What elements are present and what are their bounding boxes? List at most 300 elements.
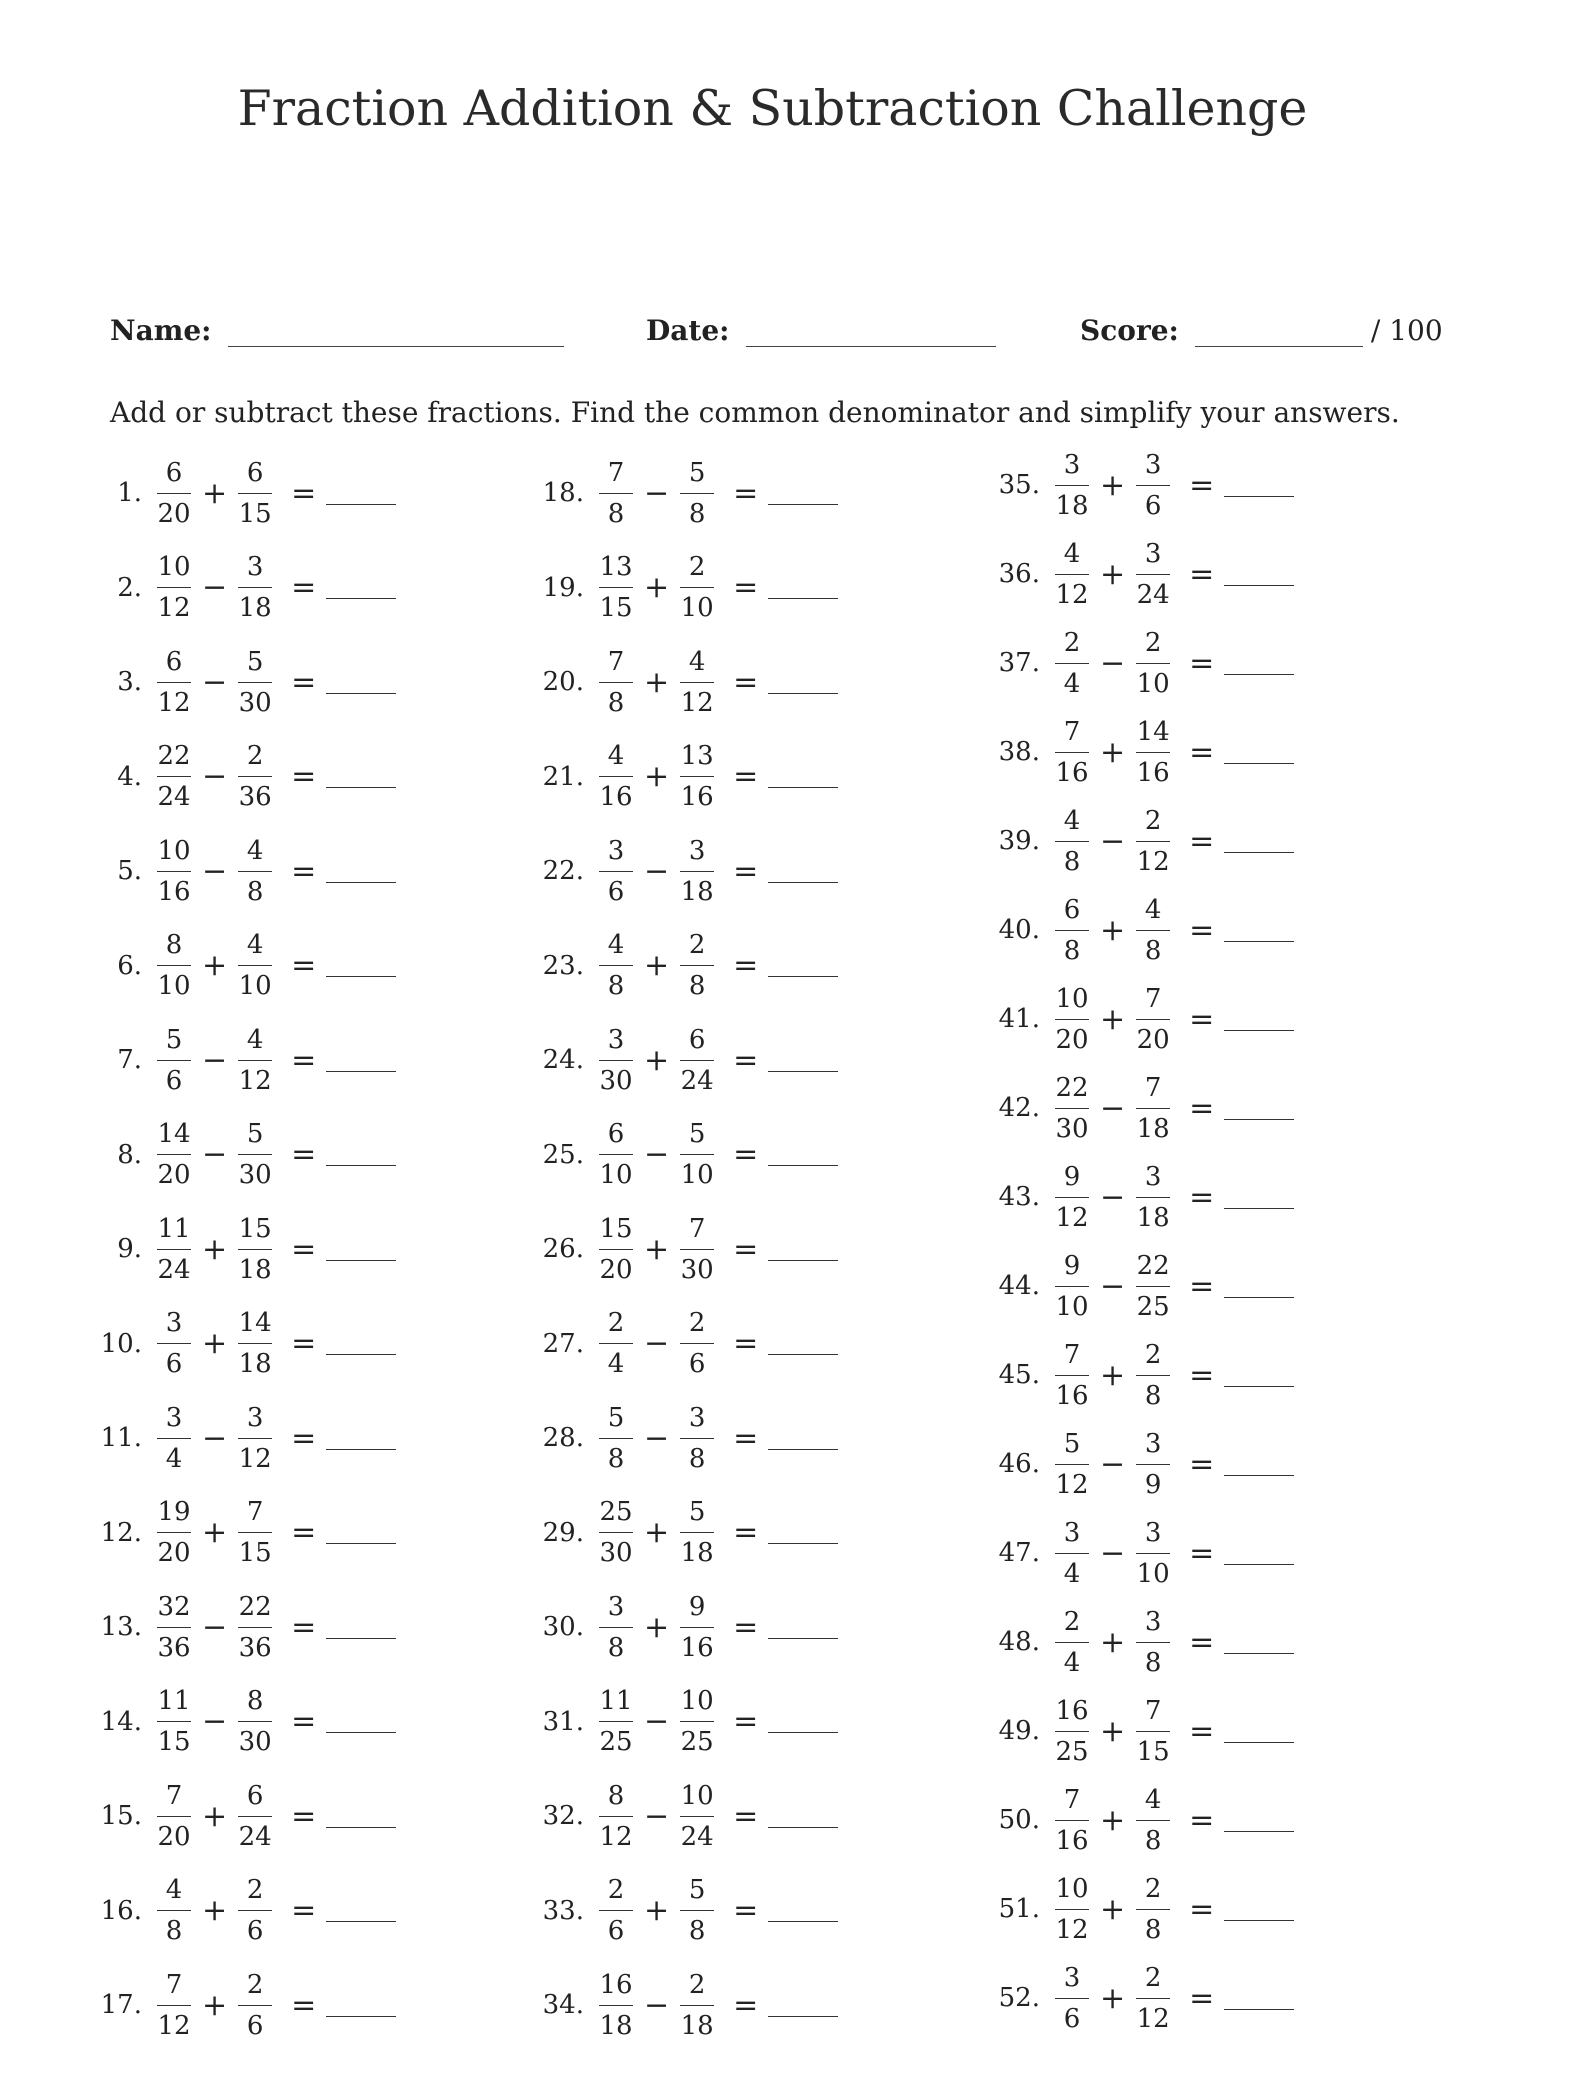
problem-item — [512, 826, 838, 916]
denominator: 30 — [1055, 1113, 1089, 1144]
equals-sign: = — [291, 1987, 317, 2023]
denominator: 10 — [1136, 668, 1170, 699]
operator: + — [644, 948, 670, 983]
problem-item — [70, 732, 396, 822]
denominator: 12 — [599, 1821, 633, 1852]
numerator: 10 — [157, 831, 191, 872]
answer-blank[interactable] — [326, 486, 396, 505]
numerator: 2 — [680, 925, 714, 966]
fraction — [233, 1587, 277, 1668]
equals-sign: = — [733, 1987, 759, 2023]
fraction — [594, 1114, 638, 1195]
numerator: 7 — [1055, 712, 1089, 753]
operator: + — [202, 1798, 228, 1834]
numerator: 10 — [680, 1681, 714, 1722]
numerator: 3 — [238, 1398, 272, 1439]
problem-number: 47. — [998, 1538, 1040, 1568]
answer-blank[interactable] — [1224, 1813, 1294, 1832]
denominator: 12 — [238, 1443, 272, 1474]
problem-item — [512, 921, 838, 1011]
fraction — [1131, 1068, 1175, 1149]
denominator: 12 — [238, 1065, 272, 1096]
answer-blank[interactable] — [768, 1903, 838, 1922]
fraction — [675, 1492, 719, 1573]
problem-item — [968, 1152, 1294, 1242]
denominator: 12 — [1055, 1914, 1089, 1945]
operator: + — [644, 570, 670, 605]
answer-blank[interactable] — [326, 1809, 396, 1828]
fraction — [1131, 1424, 1175, 1505]
denominator: 30 — [238, 1160, 272, 1190]
fraction — [594, 1870, 638, 1951]
problem-number: 24. — [542, 1045, 584, 1075]
denominator: 20 — [157, 1821, 191, 1852]
numerator: 2 — [238, 1870, 272, 1911]
operator: + — [202, 1987, 228, 2023]
answer-blank[interactable] — [1224, 1457, 1294, 1476]
equals-sign: = — [733, 1326, 759, 1361]
equals-sign: = — [733, 1893, 759, 1928]
operator: + — [1100, 556, 1126, 592]
denominator: 20 — [157, 1160, 191, 1190]
operator: + — [202, 475, 228, 511]
denominator: 20 — [599, 1254, 633, 1285]
denominator: 30 — [599, 1538, 633, 1568]
numerator: 6 — [157, 642, 191, 683]
denominator: 8 — [1144, 935, 1162, 966]
denominator: 9 — [1144, 1469, 1162, 1500]
numerator: 5 — [680, 453, 714, 494]
fraction — [594, 1020, 638, 1101]
operator: + — [1100, 1713, 1126, 1749]
fraction — [675, 642, 719, 723]
score-field[interactable] — [1080, 312, 1443, 347]
instructions: Add or subtract these fractions. Find the common denominator and simplify your answers. — [110, 396, 1400, 429]
operator: − — [1100, 1179, 1126, 1215]
denominator: 30 — [599, 1065, 633, 1096]
equals-sign: = — [733, 1609, 759, 1645]
denominator: 8 — [1063, 846, 1081, 877]
numerator: 3 — [157, 1303, 191, 1344]
denominator: 20 — [1136, 1024, 1170, 1055]
denominator: 18 — [238, 1349, 272, 1379]
problem-item — [512, 1866, 838, 1956]
fraction — [675, 736, 719, 817]
numerator: 15 — [238, 1209, 272, 1250]
numerator: 6 — [238, 1776, 272, 1817]
equals-sign: = — [1189, 556, 1215, 592]
numerator: 3 — [1136, 534, 1170, 575]
denominator: 18 — [680, 1538, 714, 1568]
numerator: 2 — [1136, 623, 1170, 664]
answer-blank[interactable] — [768, 1998, 838, 2017]
equals-sign: = — [291, 1704, 317, 1739]
problem-number: 7. — [117, 1045, 142, 1075]
numerator: 3 — [1136, 1602, 1170, 1643]
answer-blank[interactable] — [1224, 1368, 1294, 1387]
denominator: 8 — [607, 498, 625, 529]
equals-sign: = — [291, 475, 317, 511]
equals-sign: = — [1189, 1980, 1215, 2016]
problem-item — [968, 529, 1294, 619]
problem-number: 18. — [542, 478, 584, 508]
date-field[interactable] — [646, 312, 996, 347]
numerator: 6 — [157, 453, 191, 494]
answer-blank[interactable] — [326, 675, 396, 694]
denominator: 30 — [238, 687, 272, 718]
fraction — [1050, 1335, 1094, 1416]
answer-blank[interactable] — [1224, 1012, 1294, 1031]
operator: + — [1100, 1357, 1126, 1393]
denominator: 24 — [157, 782, 191, 812]
operator: + — [644, 1515, 670, 1550]
equals-sign: = — [291, 1609, 317, 1645]
fraction — [1050, 445, 1094, 526]
answer-blank[interactable] — [1224, 1279, 1294, 1298]
fraction — [675, 1776, 719, 1857]
numerator: 7 — [680, 1209, 714, 1250]
denominator: 6 — [688, 1349, 706, 1379]
fraction — [152, 925, 196, 1006]
numerator: 3 — [599, 831, 633, 872]
operator: + — [1100, 734, 1126, 770]
denominator: 18 — [680, 2010, 714, 2041]
answer-blank[interactable] — [326, 958, 396, 977]
equals-sign: = — [1189, 645, 1215, 681]
problem-number: 12. — [100, 1517, 142, 1548]
answer-blank[interactable] — [1224, 1991, 1294, 2010]
problem-number: 45. — [998, 1360, 1040, 1390]
numerator: 2 — [1136, 1958, 1170, 1999]
operator: + — [202, 1326, 228, 1361]
equals-sign: = — [1189, 823, 1215, 859]
answer-blank[interactable] — [326, 1998, 396, 2017]
equals-sign: = — [291, 1326, 317, 1361]
operator: − — [1100, 645, 1126, 681]
answer-blank[interactable] — [326, 1714, 396, 1733]
denominator: 6 — [246, 1916, 264, 1946]
answer-blank[interactable] — [326, 1903, 396, 1922]
denominator: 8 — [688, 1443, 706, 1474]
numerator: 5 — [680, 1870, 714, 1911]
problem-item — [512, 732, 838, 822]
score-total: / 100 — [1370, 314, 1443, 347]
numerator: 3 — [599, 1587, 633, 1628]
denominator: 12 — [1136, 846, 1170, 877]
fraction — [594, 1587, 638, 1668]
fraction — [675, 547, 719, 628]
problem-number: 2. — [117, 572, 142, 603]
problem-item — [968, 974, 1294, 1064]
numerator: 16 — [1055, 1691, 1089, 1732]
fraction — [152, 1965, 196, 2046]
answer-blank[interactable] — [768, 1809, 838, 1828]
answer-blank[interactable] — [326, 580, 396, 599]
answer-blank[interactable] — [768, 1053, 838, 1072]
problem-item — [512, 448, 838, 538]
problem-number: 31. — [542, 1706, 584, 1737]
problem-number: 40. — [998, 915, 1040, 945]
denominator: 15 — [157, 1727, 191, 1757]
denominator: 24 — [680, 1821, 714, 1852]
answer-blank[interactable] — [326, 1053, 396, 1072]
numerator: 2 — [1136, 1869, 1170, 1910]
answer-blank[interactable] — [326, 769, 396, 788]
answer-blank[interactable] — [768, 769, 838, 788]
denominator: 20 — [157, 498, 191, 529]
fraction — [594, 1303, 638, 1384]
answer-blank[interactable] — [326, 1525, 396, 1544]
answer-blank[interactable] — [1224, 923, 1294, 942]
answer-blank[interactable] — [1224, 1902, 1294, 1921]
fraction — [1131, 712, 1175, 793]
numerator: 4 — [1055, 534, 1089, 575]
answer-blank[interactable] — [768, 1336, 838, 1355]
operator: + — [644, 1893, 670, 1928]
equals-sign: = — [291, 1231, 317, 1267]
fraction — [1131, 1246, 1175, 1327]
numerator: 15 — [599, 1209, 633, 1250]
numerator: 9 — [680, 1587, 714, 1628]
fraction — [152, 1209, 196, 1290]
equals-sign: = — [733, 1231, 759, 1267]
problem-item — [512, 1771, 838, 1861]
problem-item — [968, 1686, 1294, 1776]
operator: − — [202, 664, 228, 700]
denominator: 16 — [680, 1632, 714, 1663]
problem-item — [70, 1771, 396, 1861]
answer-blank[interactable] — [326, 864, 396, 883]
denominator: 8 — [1144, 1914, 1162, 1945]
fraction — [1131, 623, 1175, 704]
answer-blank[interactable] — [768, 486, 838, 505]
equals-sign: = — [291, 1893, 317, 1928]
numerator: 5 — [680, 1114, 714, 1155]
fraction — [1050, 1246, 1094, 1327]
denominator: 12 — [157, 593, 191, 623]
numerator: 8 — [157, 925, 191, 966]
equals-sign: = — [1189, 912, 1215, 948]
denominator: 10 — [680, 1160, 714, 1190]
fraction — [152, 1492, 196, 1573]
problem-item — [70, 1960, 396, 2050]
score-line[interactable] — [1195, 312, 1363, 347]
answer-blank[interactable] — [1224, 656, 1294, 675]
answer-blank[interactable] — [1224, 1635, 1294, 1654]
date-line[interactable] — [746, 312, 996, 347]
problem-number: 19. — [542, 572, 584, 603]
fraction — [152, 453, 196, 534]
denominator: 18 — [1136, 1202, 1170, 1233]
fraction — [1131, 1157, 1175, 1238]
fraction — [233, 1398, 277, 1479]
numerator: 3 — [157, 1398, 191, 1439]
problem-number: 14. — [100, 1706, 142, 1737]
numerator: 16 — [599, 1965, 633, 2006]
answer-blank[interactable] — [768, 1242, 838, 1261]
problem-item — [70, 826, 396, 916]
operator: + — [1100, 1891, 1126, 1927]
problem-number: 3. — [117, 667, 142, 697]
fraction — [233, 736, 277, 817]
numerator: 8 — [238, 1681, 272, 1722]
equals-sign: = — [1189, 1090, 1215, 1126]
answer-blank[interactable] — [768, 1714, 838, 1733]
equals-sign: = — [291, 1515, 317, 1550]
numerator: 5 — [599, 1398, 633, 1439]
fraction — [152, 1776, 196, 1857]
numerator: 13 — [599, 547, 633, 588]
fraction — [233, 1492, 277, 1573]
operator: − — [644, 1987, 670, 2023]
problem-item — [70, 1677, 396, 1767]
fraction — [233, 1209, 277, 1290]
problem-number: 37. — [998, 648, 1040, 678]
answer-blank[interactable] — [768, 958, 838, 977]
problem-number: 50. — [998, 1805, 1040, 1835]
numerator: 14 — [157, 1114, 191, 1155]
equals-sign: = — [291, 664, 317, 700]
fraction — [1131, 1513, 1175, 1594]
denominator: 8 — [607, 1632, 625, 1663]
denominator: 16 — [157, 876, 191, 907]
answer-blank[interactable] — [1224, 1190, 1294, 1209]
problem-item — [968, 1419, 1294, 1509]
answer-blank[interactable] — [768, 675, 838, 694]
operator: + — [644, 664, 670, 700]
denominator: 25 — [1136, 1291, 1170, 1322]
numerator: 10 — [1055, 1869, 1089, 1910]
problem-item — [70, 1204, 396, 1294]
denominator: 24 — [238, 1821, 272, 1852]
problem-number: 42. — [998, 1093, 1040, 1123]
date-label: Date: — [646, 314, 730, 347]
equals-sign: = — [733, 1704, 759, 1739]
fraction — [152, 547, 196, 628]
problem-item — [70, 1015, 396, 1105]
problem-number: 15. — [100, 1801, 142, 1831]
operator: − — [202, 1704, 228, 1739]
numerator: 2 — [599, 1303, 633, 1344]
fraction — [1050, 890, 1094, 971]
equals-sign: = — [733, 1137, 759, 1172]
fraction — [1050, 1780, 1094, 1861]
answer-blank[interactable] — [326, 1147, 396, 1166]
name-field[interactable] — [110, 312, 564, 347]
problem-number: 27. — [542, 1328, 584, 1359]
numerator: 4 — [238, 1020, 272, 1061]
numerator: 2 — [680, 1965, 714, 2006]
numerator: 4 — [1136, 1780, 1170, 1821]
problem-number: 38. — [998, 737, 1040, 767]
answer-blank[interactable] — [326, 1620, 396, 1639]
problem-number: 48. — [998, 1627, 1040, 1657]
denominator: 8 — [1144, 1380, 1162, 1411]
problem-number: 32. — [542, 1801, 584, 1831]
fraction — [675, 1020, 719, 1101]
name-line[interactable] — [228, 312, 564, 347]
numerator: 9 — [1055, 1246, 1089, 1287]
answer-blank[interactable] — [1224, 1101, 1294, 1120]
denominator: 16 — [1136, 757, 1170, 788]
answer-blank[interactable] — [1224, 478, 1294, 497]
fraction — [152, 1114, 196, 1195]
operator: − — [202, 570, 228, 605]
answer-blank[interactable] — [1224, 745, 1294, 764]
fraction — [233, 1965, 277, 2046]
problem-item — [968, 1597, 1294, 1687]
fraction — [152, 642, 196, 723]
denominator: 6 — [607, 1916, 625, 1946]
fraction — [1050, 1157, 1094, 1238]
numerator: 10 — [680, 1776, 714, 1817]
problem-item — [968, 618, 1294, 708]
problem-item — [70, 1110, 396, 1200]
numerator: 10 — [1055, 979, 1089, 1020]
equals-sign: = — [733, 475, 759, 511]
fraction — [1050, 1602, 1094, 1683]
answer-blank[interactable] — [326, 1336, 396, 1355]
numerator: 4 — [1136, 890, 1170, 931]
answer-blank[interactable] — [768, 1147, 838, 1166]
equals-sign: = — [1189, 1535, 1215, 1571]
problem-item — [70, 1299, 396, 1389]
problem-number: 26. — [542, 1234, 584, 1264]
operator: + — [644, 1609, 670, 1645]
answer-blank[interactable] — [768, 1525, 838, 1544]
fraction — [1131, 1602, 1175, 1683]
worksheet-title: Fraction Addition & Subtraction Challenge — [237, 80, 1308, 137]
problem-number: 23. — [542, 950, 584, 981]
answer-blank[interactable] — [1224, 1546, 1294, 1565]
fraction — [1131, 1691, 1175, 1772]
answer-blank[interactable] — [768, 580, 838, 599]
numerator: 3 — [1136, 445, 1170, 486]
numerator: 13 — [680, 736, 714, 777]
equals-sign: = — [733, 570, 759, 605]
answer-blank[interactable] — [1224, 1724, 1294, 1743]
denominator: 15 — [1136, 1736, 1170, 1767]
denominator: 12 — [157, 687, 191, 718]
fraction — [594, 1209, 638, 1290]
answer-blank[interactable] — [326, 1431, 396, 1450]
fraction — [233, 547, 277, 628]
answer-blank[interactable] — [326, 1242, 396, 1261]
denominator: 8 — [1144, 1647, 1162, 1678]
fraction — [594, 736, 638, 817]
numerator: 10 — [157, 547, 191, 588]
answer-blank[interactable] — [768, 1620, 838, 1639]
equals-sign: = — [1189, 1713, 1215, 1749]
answer-blank[interactable] — [768, 864, 838, 883]
numerator: 5 — [238, 1114, 272, 1155]
numerator: 4 — [238, 831, 272, 872]
fraction — [1050, 534, 1094, 615]
numerator: 2 — [680, 1303, 714, 1344]
problem-item — [968, 885, 1294, 975]
problem-number: 28. — [542, 1423, 584, 1453]
numerator: 11 — [157, 1209, 191, 1250]
denominator: 10 — [599, 1160, 633, 1190]
answer-blank[interactable] — [1224, 834, 1294, 853]
answer-blank[interactable] — [768, 1431, 838, 1450]
numerator: 8 — [599, 1776, 633, 1817]
numerator: 32 — [157, 1587, 191, 1628]
numerator: 3 — [1136, 1424, 1170, 1465]
problem-item — [512, 1204, 838, 1294]
answer-blank[interactable] — [1224, 567, 1294, 586]
denominator: 8 — [688, 498, 706, 529]
